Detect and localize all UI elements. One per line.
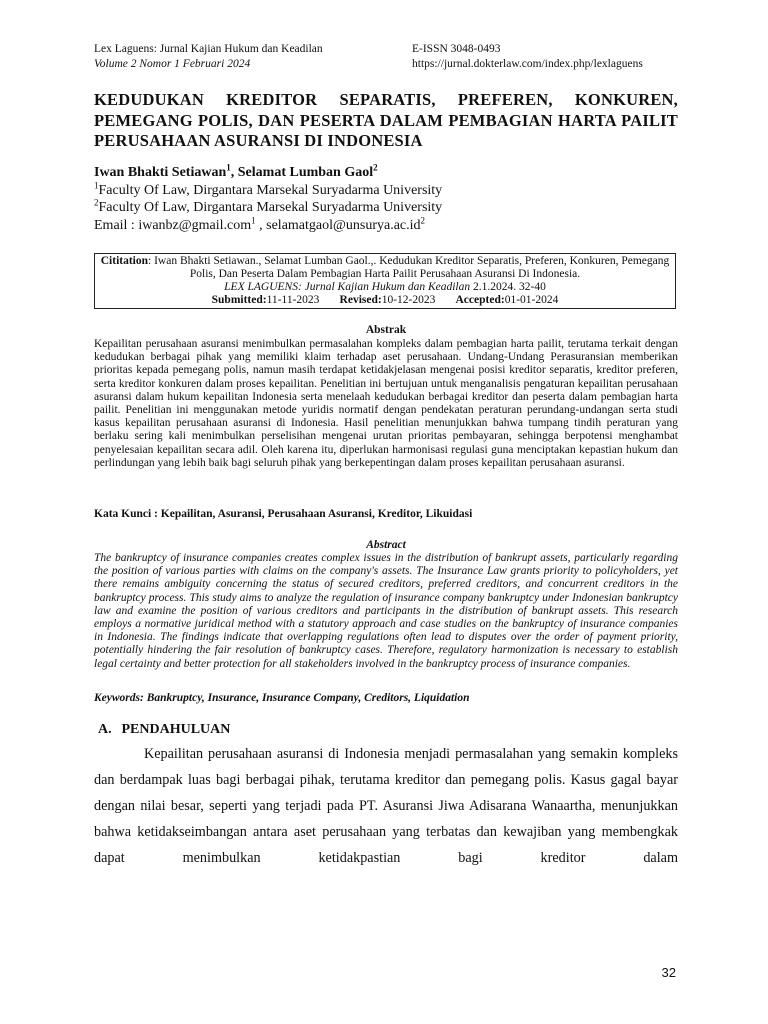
page-number: 32 bbox=[661, 965, 676, 980]
affiliation-2-sup: 2 bbox=[94, 197, 99, 208]
author-separator: , bbox=[230, 165, 238, 180]
abstrak-heading: Abstrak bbox=[365, 324, 407, 336]
submitted-label: Submitted: bbox=[211, 294, 267, 306]
affiliation-2-text: Faculty Of Law, Dirgantara Marsekal Suryadarma University bbox=[98, 200, 443, 215]
kata-kunci: Kata Kunci : Kepailitan, Asuransi, Perusahaan Asuransi, Kreditor, Likuidasi bbox=[94, 508, 473, 520]
email-1[interactable]: iwanbz@gmail.com bbox=[138, 217, 252, 233]
email-line bbox=[94, 214, 678, 235]
section-number: A. bbox=[98, 722, 112, 737]
citation-text bbox=[95, 255, 675, 281]
author-2: Selamat Lumban Gaol bbox=[237, 165, 374, 180]
email-1-sup: 1 bbox=[251, 214, 256, 225]
author-names bbox=[94, 164, 678, 182]
citation-body: : Iwan Bhakti Setiawan., Selamat Lumban Gaol.,. Kedudukan Kreditor Separatis, Preferen, Konkuren, Pemegang Polis, Dan Peserta Dalam Pembagian Harta Pailit Perusahaan Asuransi Di Indonesia. bbox=[148, 255, 670, 280]
author-1: Iwan Bhakti Setiawan bbox=[94, 165, 227, 180]
affiliation-1-text: Faculty Of Law, Dirgantara Marsekal Suryadarma University bbox=[98, 182, 443, 198]
citation-label: Cititation bbox=[100, 255, 149, 267]
citation-journal bbox=[95, 281, 675, 294]
keywords: Keywords: Bankruptcy, Insurance, Insurance Company, Creditors, Liquidation bbox=[94, 692, 470, 704]
submitted-date: 11-11-2023 bbox=[266, 294, 320, 306]
revised-label: Revised: bbox=[339, 294, 382, 306]
author-2-sup: 2 bbox=[373, 162, 378, 173]
accepted-label: Accepted: bbox=[455, 294, 505, 306]
affiliation-1 bbox=[94, 179, 678, 200]
journal-url[interactable]: https://jurnal.dokterlaw.com/index.php/lexlaguens bbox=[412, 58, 643, 70]
citation-journal-ref: 2.1.2024. 32-40 bbox=[470, 281, 546, 293]
email-2[interactable]: selamatgaol@unsurya.ac.id bbox=[266, 217, 421, 233]
author-block bbox=[94, 164, 678, 234]
paper-title: KEDUDUKAN KREDITOR SEPARATIS, PREFEREN, KONKUREN, PEMEGANG POLIS, DAN PESERTA DALAM PEMBAGIAN HARTA PAILIT PERUSAHAAN ASURANSI DI INDONESIA bbox=[94, 90, 678, 150]
intro-text: Kepailitan perusahaan asuransi di Indonesia menjadi permasalahan yang semakin kompleks dan berdampak luas bagi berbagai pihak, terutama kreditor dan pemegang polis. Kasus gagal bayar dengan nilai besar, seperti yang terjadi pada PT. Asuransi Jiwa Adisarana Wanaartha, menunjukkan bahwa ketidakseimbangan antara aset perusahaan yang terbatas dan kewajiban yang membengkak dapat menimbulkan ketidakpastian bagi kreditor dalam bbox=[94, 746, 678, 866]
section-heading bbox=[98, 722, 230, 738]
section-title: PENDAHULUAN bbox=[121, 722, 231, 737]
citation-box bbox=[94, 253, 676, 309]
abstrak-body: Kepailitan perusahaan asuransi menimbulkan permasalahan kompleks dalam pembagian harta pailit, terutama terkait dengan kedudukan berbagai pihak yang memiliki klaim terhadap aset perusahaan. Undang-Undang Perasuransian memberikan prioritas kepada pemegang polis, namun masih terdapat ketidakjelasan mengenai posisi kreditor separatis, kreditor preferen, serta kreditor konkuren dalam proses kepailitan. Penelitian ini bertujuan untuk menganalisis pengaturan kepailitan perusahaan asuransi dalam hukum kepailitan Indonesia serta menelaah kedudukan berbagai kreditor dan peserta dalam pembagian harta pailit. Penelitian ini menggunakan metode yuridis normatif dengan pendekatan peraturan perundang-undangan serta studi kasus kepailitan perusahaan asuransi di Indonesia. Hasil penelitian menunjukkan bahwa tumpang tindih peraturan yang berlaku sering kali menimbulkan perselisihan mengenai urutan prioritas pembayaran, sehingga berpotensi menghambat penyelesaian kepailitan secara adil. Oleh karena itu, diperlukan harmonisasi regulasi guna menciptakan kepastian hukum dan perlindungan yang lebih baik bagi seluruh pihak yang berkepentingan dalam proses kepailitan perusahaan asuransi. bbox=[94, 338, 678, 469]
affiliation-2 bbox=[94, 199, 678, 217]
citation-dates bbox=[95, 294, 675, 307]
journal-issn: E-ISSN 3048-0493 bbox=[412, 43, 501, 55]
author-1-sup: 1 bbox=[226, 162, 231, 173]
abstract-body: The bankruptcy of insurance companies creates complex issues in the distribution of bankrupt assets, particularly regarding the position of various parties with claims on the company's assets. The Insurance Law grants priority to policyholders, yet there remains ambiguity concerning the status of secured creditors, preferred creditors, and concurrent creditors in the bankruptcy process. This study aims to analyze the regulation of insurance company bankruptcy under Indonesian bankruptcy law and examine the position of various creditors and participants in the distribution of bankrupt assets. This research employs a normative juridical method with a statutory approach and case studies on the bankruptcy of insurance companies in Indonesia. The findings indicate that overlapping regulations often lead to disputes over the order of payment priority, potentially hindering the fair resolution of bankruptcy cases. Therefore, regulatory harmonization is necessary to establish legal certainty and better protection for all stakeholders involved in the bankruptcy process of insurance companies. bbox=[94, 552, 678, 670]
journal-volume: Volume 2 Nomor 1 Februari 2024 bbox=[94, 58, 251, 70]
abstract-heading: Abstract bbox=[366, 539, 406, 551]
email-separator: , bbox=[255, 217, 267, 233]
accepted-date: 01-01-2024 bbox=[504, 294, 559, 306]
intro-paragraph bbox=[94, 741, 678, 871]
email-label: Email : bbox=[94, 217, 139, 233]
journal-name: Lex Laguens: Jurnal Kajian Hukum dan Keadilan bbox=[94, 43, 323, 55]
revised-date: 10-12-2023 bbox=[381, 294, 436, 306]
affiliation-1-sup: 1 bbox=[94, 179, 99, 190]
page-header bbox=[94, 42, 678, 72]
email-2-sup: 2 bbox=[420, 214, 426, 225]
citation-journal-name: LEX LAGUENS: Jurnal Kajian Hukum dan Keadilan bbox=[224, 281, 471, 293]
